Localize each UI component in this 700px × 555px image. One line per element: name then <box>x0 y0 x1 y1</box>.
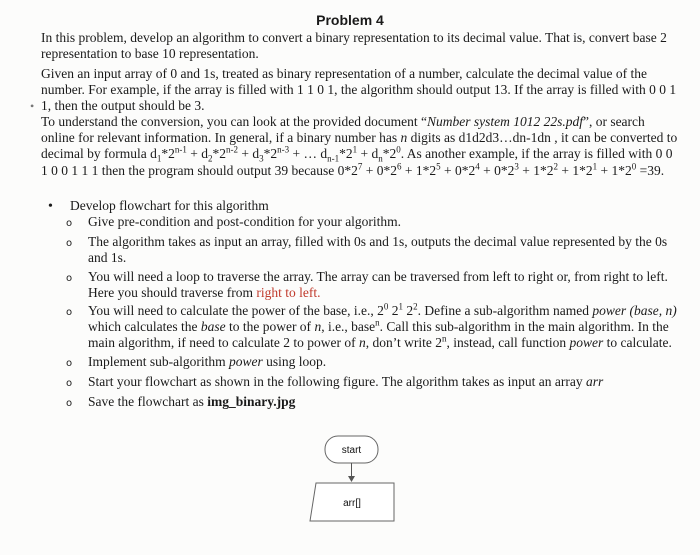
margin-dot: • <box>30 99 35 113</box>
input-label: arr[] <box>343 498 361 509</box>
sub-item-1: o Give pre-condition and post-condition for your algorithm. <box>66 214 686 232</box>
conversion-formula: $d_1*2^{n-1} + d_2*2^{n-2} + d_3*2^{n-3}$ + … $d_{n-1}*2^1 + d_n*2^0$ <box>150 144 401 165</box>
sub-item-5: o Implement sub-algorithm power using loop. <box>66 354 686 372</box>
arrow-head-icon <box>348 476 355 482</box>
bullet-dot-icon: • <box>48 199 53 214</box>
circle-bullet-icon: o <box>66 272 73 284</box>
circle-bullet-icon: o <box>66 238 73 250</box>
sub-item-3: o You will need a loop to traverse the array. The array can be traversed from left to right or, from right to left. Here you should traverse from right to left. <box>66 268 668 300</box>
sub-item-4: o You will need to calculate the power of the base, i.e., $2^0$ $2^1$ $2^2$. Define a sub-algorithm named power (base, n) which calculates the base to the power of n, i.e., base$^n$. Call this sub-algorithm in the main algorithm. In the main algorithm, if need to calculate 2 to power of n, don’t write 2$^n$, instead, call function power to calculate. <box>66 301 677 351</box>
start-label: start <box>341 445 362 456</box>
circle-bullet-icon: o <box>66 218 73 229</box>
intro-paragraph: In this problem, develop an algorithm to convert a binary representation to its decimal value. That is, convert base 2 representation to base 10 representation. <box>41 30 667 62</box>
sub-item-6: o Start your flowchart as shown in the following figure. The algorithm takes as input an array arr <box>66 374 686 392</box>
circle-bullet-icon: o <box>66 307 73 319</box>
highlighted-direction: right to left. <box>256 284 321 300</box>
document-name: Number system 1012 22s.pdf <box>426 114 583 129</box>
bullet-item: • Develop flowchart for this algorithm <box>48 198 269 214</box>
conversion-paragraph: To understand the conversion, you can look at the provided document “Number system 1012 22s.pdf”, or search online for relevant information. In general, if a binary number has n digits as d1d2d3…dn-1dn , it can be converted to decimal by formula $d_1*2^{n-1} + d_2*2^{n-2} + d_3*2^{n-3}$ + … $d_{n-1}*2^1 + d_n*2^0$. As another example, if the array is filled with 0 0 1 0 0 1 1 1 then the program should output 39 because $0*2^7 + 0*2^6 + 1*2^5 + 0*2^4 + 0*2^3 + 1*2^2 + 1*2^1 + 1*2^0 =39$. <box>41 114 678 178</box>
example-paragraph: Given an input array of 0 and 1s, treated as binary representation of a number, calculate the decimal value of the number. For example, if the array is filled with 1 1 0 1, the algorithm should output 13. If the array is filled with 0 0 1 1, then the output should be 3. <box>41 66 677 114</box>
circle-bullet-icon: o <box>66 398 73 410</box>
worked-example: $0*2^7 + 0*2^6 + 1*2^5 + 0*2^4 + 0*2^3 + 1*2^2 + 1*2^1 + 1*2^0 =39$. <box>337 161 665 178</box>
circle-bullet-icon: o <box>66 357 73 369</box>
sub-item-2: o The algorithm takes as input an array, filled with 0s and 1s, outputs the decimal value represented by the 0s and 1s. <box>66 234 668 266</box>
circle-bullet-icon: o <box>66 377 73 389</box>
problem-title: Problem 4 <box>316 12 384 28</box>
sub-item-7: o Save the flowchart as img_binary.jpg <box>66 394 686 412</box>
